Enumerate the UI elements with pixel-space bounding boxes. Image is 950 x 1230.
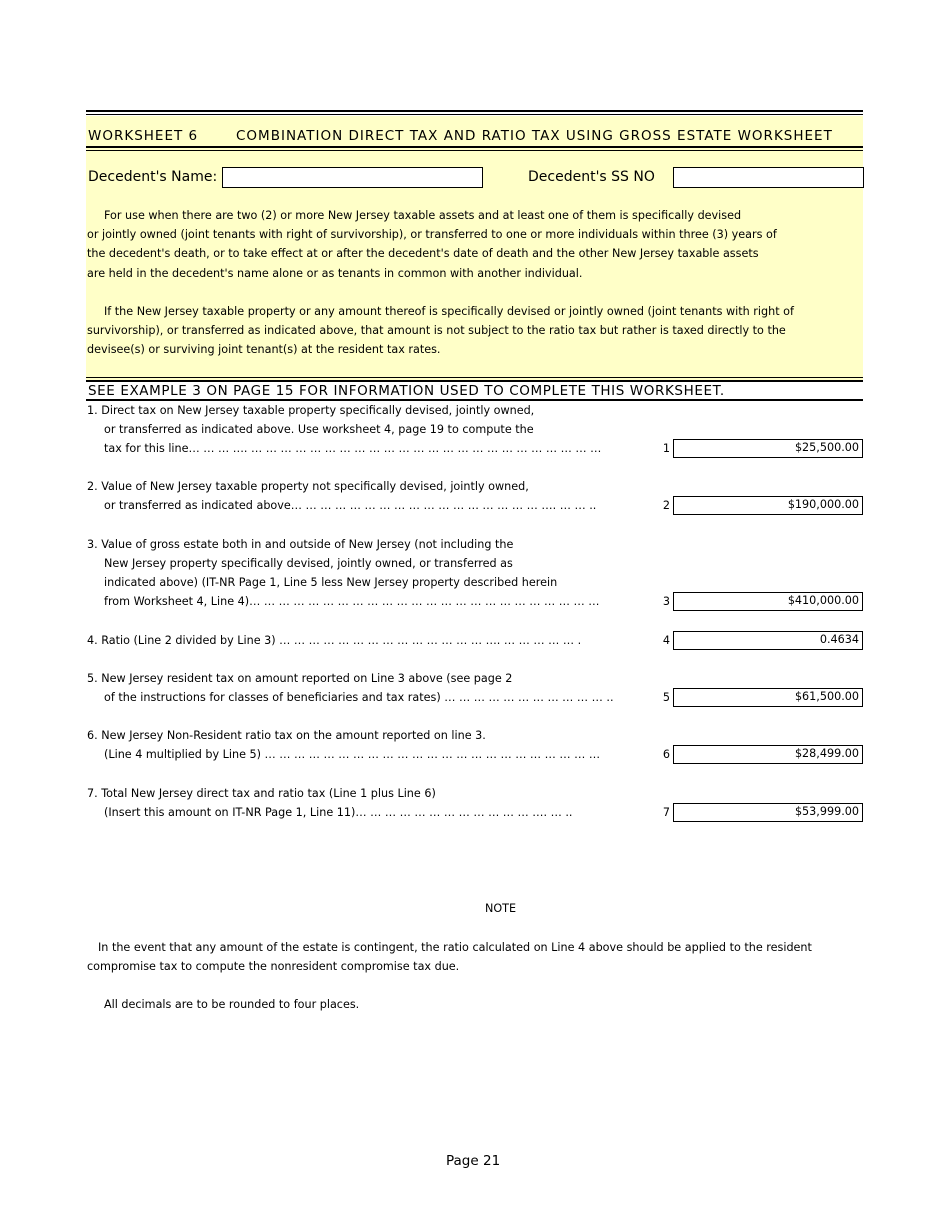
line-5-text <box>87 669 614 707</box>
example-rule-1 <box>86 377 863 378</box>
decedent-ssn-field[interactable] <box>673 167 864 188</box>
line-text: or transferred as indicated above… … … … … … … … … … … … … … … … … …. … … .. <box>104 499 597 512</box>
line-text: 1. Direct tax on New Jersey taxable property specifically devised, jointly owned, <box>87 404 535 417</box>
intro-p2-line: devisee(s) or surviving joint tenant(s) at the resident tax rates. <box>87 343 441 357</box>
example-rule-2 <box>86 380 863 382</box>
line-text: or transferred as indicated above. Use worksheet 4, page 19 to compute the <box>104 423 534 436</box>
decedent-name-field[interactable] <box>222 167 483 188</box>
line-text: (Insert this amount on IT-NR Page 1, Line 11)… … … … … … … … … … … … …. … .. <box>104 806 573 819</box>
note-p1-line: compromise tax to compute the nonresident compromise tax due. <box>87 960 460 974</box>
line-text: 6. New Jersey Non-Resident ratio tax on the amount reported on line 3. <box>87 729 486 742</box>
intro-p2-line: If the New Jersey taxable property or any amount thereof is specifically devised or jointly owned (joint tenants with right of <box>104 305 794 318</box>
intro-paragraph-1 <box>87 206 777 283</box>
line-text: tax for this line… … … …. … … … … … … … … … … … … … … … … … … … … … … … … <box>104 442 602 455</box>
line-7-value[interactable]: $53,999.00 <box>673 803 863 822</box>
line-6-text <box>87 726 600 764</box>
intro-p1-line: For use when there are two (2) or more New Jersey taxable assets and at least one of them is specifically devised <box>104 209 742 222</box>
intro-paragraph-2 <box>87 302 794 360</box>
worksheet-label: WORKSHEET 6 <box>88 128 199 144</box>
line-text: 7. Total New Jersey direct tax and ratio tax (Line 1 plus Line 6) <box>87 787 436 800</box>
intro-p1-line: are held in the decedent's name alone or as tenants in common with another individual. <box>87 266 583 280</box>
line-1-text <box>87 401 601 458</box>
intro-p1-line: or jointly owned (joint tenants with right of survivorship), or transferred to one or more individuals within three (3) years of <box>87 228 777 242</box>
line-7-text <box>87 784 572 822</box>
line-4-number: 4 <box>662 634 670 647</box>
example-note: SEE EXAMPLE 3 ON PAGE 15 FOR INFORMATION USED TO COMPLETE THIS WORKSHEET. <box>88 383 725 399</box>
line-text: 4. Ratio (Line 2 divided by Line 3) … … … … … … … … … … … … … … …. … … … … … . <box>87 634 582 647</box>
title-rule-1 <box>86 146 863 148</box>
line-2-text <box>87 477 596 515</box>
note-paragraph-2: All decimals are to be rounded to four places. <box>104 998 360 1011</box>
line-text: 5. New Jersey resident tax on amount reported on Line 3 above (see page 2 <box>87 672 513 685</box>
note-heading: NOTE <box>485 902 517 915</box>
line-6-number: 6 <box>662 748 670 761</box>
line-2-number: 2 <box>662 499 670 512</box>
line-1-value[interactable]: $25,500.00 <box>673 439 863 458</box>
line-text: of the instructions for classes of beneficiaries and tax rates) … … … … … … … … … … … .. <box>104 691 614 704</box>
line-text: 3. Value of gross estate both in and outside of New Jersey (not including the <box>87 538 514 551</box>
line-3-text <box>87 535 599 611</box>
line-4-value[interactable]: 0.4634 <box>673 631 863 650</box>
title-rule-2 <box>86 150 863 151</box>
line-text: 2. Value of New Jersey taxable property not specifically devised, jointly owned, <box>87 480 529 493</box>
note-paragraph-1 <box>87 938 812 976</box>
line-6-value[interactable]: $28,499.00 <box>673 745 863 764</box>
line-7-number: 7 <box>662 806 670 819</box>
intro-p1-line: the decedent's death, or to take effect at or after the decedent's date of death and the other New Jersey taxable assets <box>87 247 759 261</box>
line-1-number: 1 <box>662 442 670 455</box>
line-5-value[interactable]: $61,500.00 <box>673 688 863 707</box>
line-2-value[interactable]: $190,000.00 <box>673 496 863 515</box>
top-rule-2 <box>86 114 863 115</box>
note-p1-line: In the event that any amount of the estate is contingent, the ratio calculated on Line 4 above should be applied to the resident <box>98 941 812 954</box>
line-3-value[interactable]: $410,000.00 <box>673 592 863 611</box>
decedent-ssn-label: Decedent's SS NO <box>528 169 655 185</box>
line-text: (Line 4 multiplied by Line 5) … … … … … … … … … … … … … … … … … … … … … … … <box>104 748 601 761</box>
decedent-name-label: Decedent's Name: <box>88 169 218 185</box>
line-text: New Jersey property specifically devised, jointly owned, or transferred as <box>104 557 513 570</box>
intro-p2-line: survivorship), or transferred as indicated above, that amount is not subject to the ratio tax but rather is taxed directly to the <box>87 324 786 338</box>
top-rule-1 <box>86 110 863 112</box>
line-4-text <box>87 631 581 650</box>
line-3-number: 3 <box>662 595 670 608</box>
worksheet-title: COMBINATION DIRECT TAX AND RATIO TAX USING GROSS ESTATE WORKSHEET <box>236 128 833 144</box>
line-text: from Worksheet 4, Line 4)… … … … … … … … … … … … … … … … … … … … … … … … <box>104 595 600 608</box>
line-text: indicated above) (IT-NR Page 1, Line 5 less New Jersey property described herein <box>104 576 558 589</box>
line-5-number: 5 <box>662 691 670 704</box>
page-number: Page 21 <box>446 1153 501 1169</box>
